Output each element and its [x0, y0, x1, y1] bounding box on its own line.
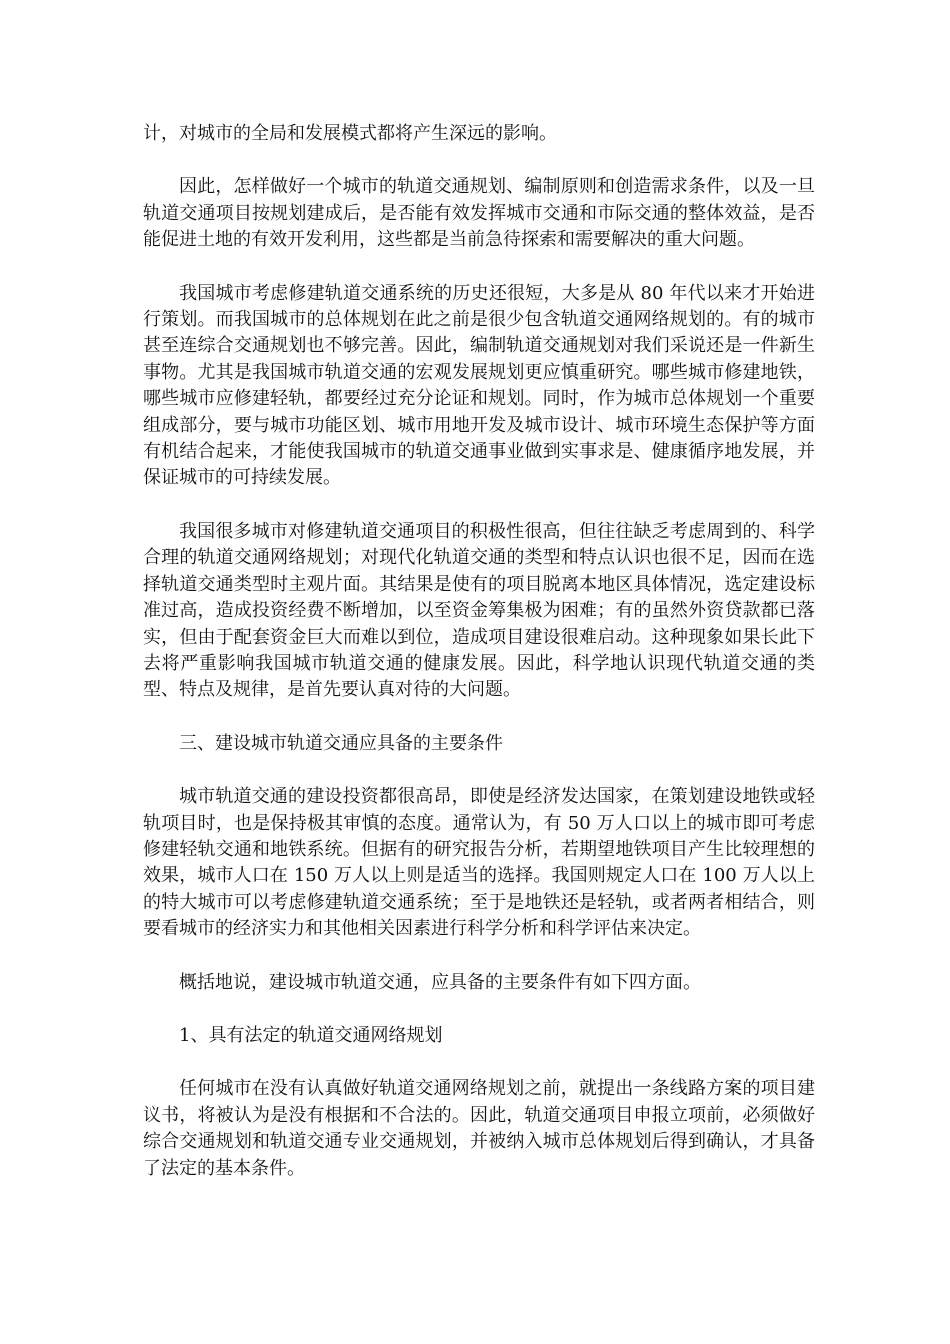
subsection-heading: 1、具有法定的轨道交通网络规划 [179, 1024, 443, 1046]
paragraph: 因此，怎样做好一个城市的轨道交通规划、编制原则和创造需求条件，以及一旦轨道交通项目按规划建成后，是否能有效发挥城市交通和市际交通的整体效益，是否能促进土地的有效开发利用，这些都是当前急待探索和需要解决的重大问题。 [143, 176, 815, 251]
document-body [143, 121, 815, 1209]
paragraph: 我国城市考虑修建轨道交通系统的历史还很短，大多是从 80 年代以来才开始进行策划。而我国城市的总体规划在此之前是很少包含轨道交通网络规划的。有的城市甚至连综合交通规划也不够完善。因此，编制轨道交通规划对我们采说还是一件新生事物。尤其是我国城市轨道交通的宏观发展规划更应慎重研究。哪些城市修建地铁，哪些城市应修建轻轨，都要经过充分论证和规划。同时，作为城市总体规划一个重要组成部分，要与城市功能区划、城市用地开发及城市设计、城市环境生态保护等方面有机结合起来，才能使我国城市的轨道交通事业做到实事求是、健康循序地发展，并保证城市的可持续发展。 [143, 282, 815, 489]
section-heading: 三、建设城市轨道交通应具备的主要条件 [179, 732, 503, 754]
paragraph-continuation: 计，对城市的全局和发展模式都将产生深远的影响。 [143, 123, 557, 144]
paragraph: 我国很多城市对修建轨道交通项目的积极性很高，但往往缺乏考虑周到的、科学合理的轨道交通网络规划；对现代化轨道交通的类型和特点认识也很不足，因而在选择轨道交通类型时主观片面。其结果是使有的项目脱离本地区具体情况，选定建设标准过高，造成投资经费不断增加，以至资金筹集极为困难；有的虽然外资贷款都已落实，但由于配套资金巨大而难以到位，造成项目建设很难启动。这种现象如果长此下去将严重影响我国城市轨道交通的健康发展。因此，科学地认识现代轨道交通的类型、特点及规律，是首先要认真对待的大问题。 [143, 520, 815, 701]
paragraph: 城市轨道交通的建设投资都很高昂，即使是经济发达国家，在策划建设地铁或轻轨项目时，也是保持极其审慎的态度。通常认为，有 50 万人口以上的城市即可考虑修建轻轨交通和地铁系统。但据有的研究报告分析，若期望地铁项目产生比较理想的效果，城市人口在 150 万人以上则是适当的选择。我国则规定人口在 100 万人以上的特大城市可以考虑修建轨道交通系统；至于是地铁还是轻轨，或者两者相结合，则要看城市的经济实力和其他相关因素进行科学分析和科学评估来决定。 [143, 786, 815, 940]
paragraph: 概括地说，建设城市轨道交通，应具备的主要条件有如下四方面。 [179, 971, 701, 993]
paragraph: 任何城市在没有认真做好轨道交通网络规划之前，就提出一条线路方案的项目建议书，将被认为是没有根据和不合法的。因此，轨道交通项目申报立项前，必须做好综合交通规划和轨道交通专业交通规划，并被纳入城市总体规划后得到确认，才具备了法定的基本条件。 [143, 1078, 815, 1179]
